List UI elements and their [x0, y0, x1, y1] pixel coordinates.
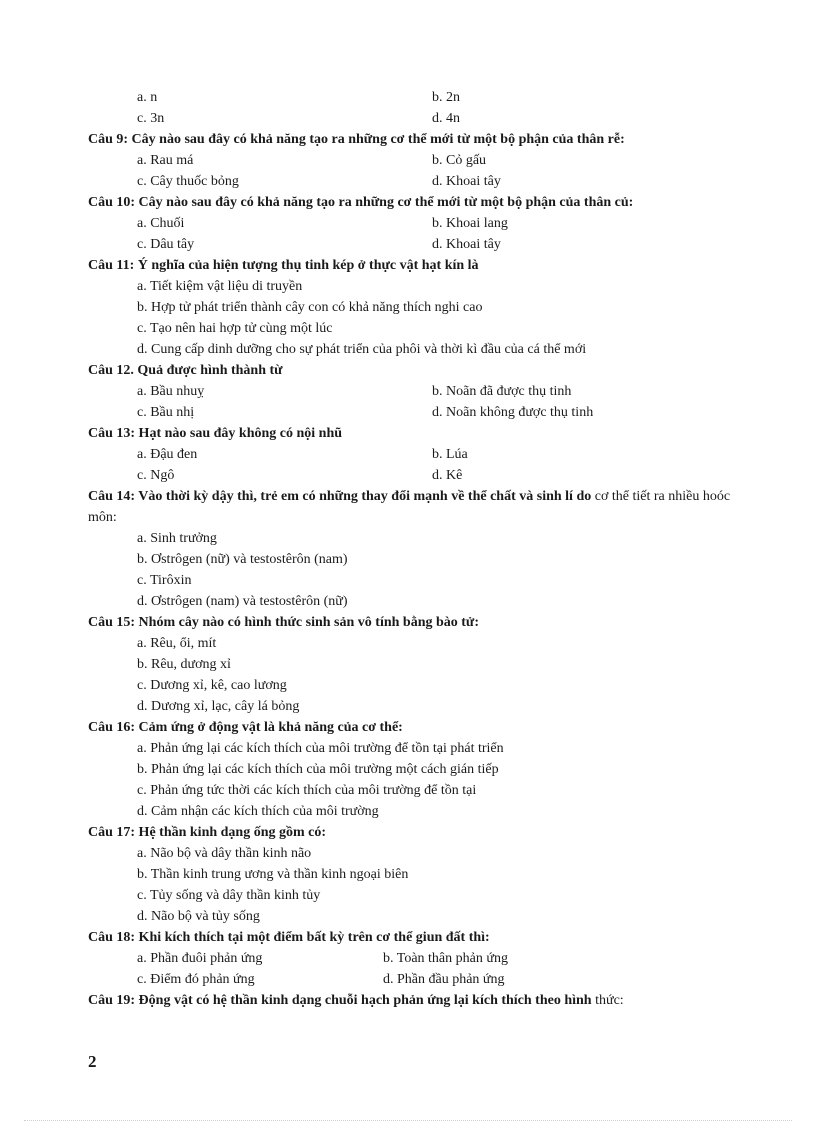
q18-text: Câu 18: Khi kích thích tại một điểm bất kỳ trên cơ thể giun đất thì:: [88, 930, 490, 945]
q19-text: [88, 990, 738, 1011]
q9-text: Câu 9: Cây nào sau đây có khả năng tạo ra những cơ thể mới từ một bộ phận của thân rễ:: [88, 132, 625, 147]
q18-option-d: d. Phần đầu phản ứng: [383, 972, 505, 987]
q16-text: Câu 16: Cảm ứng ở động vật là khả năng của cơ thể:: [88, 720, 403, 735]
question-list: [88, 87, 738, 1011]
q10-option-a: a. Chuối: [137, 216, 185, 231]
q16-option-d: d. Cảm nhận các kích thích của môi trường: [137, 804, 379, 819]
q13-options-row-1: [88, 444, 738, 465]
q17-option-b: b. Thần kinh trung ương và thần kinh ngoại biên: [137, 867, 409, 882]
q19-text-bold: Câu 19: Động vật có hệ thần kinh dạng chuỗi hạch phản ứng lại kích thích theo hình: [88, 993, 592, 1008]
q13-option-b: b. Lúa: [432, 447, 468, 462]
q15-option-c: c. Dương xỉ, kê, cao lương: [137, 678, 287, 693]
q8-options-row-2: [88, 108, 738, 129]
page-bottom-divider: [24, 1120, 792, 1121]
q13-option-d: d. Kê: [432, 468, 463, 483]
q8-options-row-1: [88, 87, 738, 108]
q9-option-b: b. Cỏ gấu: [432, 153, 487, 168]
q11-option-d: d. Cung cấp dinh dưỡng cho sự phát triển của phôi và thời kì đầu của cá thể mới: [137, 342, 587, 357]
q14-option-b: b. Ơstrôgen (nữ) và testostêrôn (nam): [137, 552, 348, 567]
q17-text: Câu 17: Hệ thần kinh dạng ống gồm có:: [88, 825, 327, 840]
q8-option-c: c. 3n: [137, 111, 165, 126]
q15-option-b: b. Rêu, dương xỉ: [137, 657, 231, 672]
q13-options-row-2: [88, 465, 738, 486]
q12-option-d: d. Noãn không được thụ tinh: [432, 405, 594, 420]
q8-option-b: b. 2n: [432, 90, 460, 105]
q12-options-row-2: [88, 402, 738, 423]
q14-option-c: c. Tirôxin: [137, 573, 192, 588]
q15-option-a: a. Rêu, ổi, mít: [137, 636, 217, 651]
q16-option-b: b. Phản ứng lại các kích thích của môi trường một cách gián tiếp: [137, 762, 499, 777]
q11-option-a: a. Tiết kiệm vật liệu di truyền: [137, 279, 303, 294]
q15-text: Câu 15: Nhóm cây nào có hình thức sinh sản vô tính bằng bào tử:: [88, 615, 479, 630]
q12-option-c: c. Bầu nhị: [137, 405, 195, 420]
q13-option-a: a. Đậu đen: [137, 447, 198, 462]
q8-option-d: d. 4n: [432, 111, 460, 126]
q16-option-a: a. Phản ứng lại các kích thích của môi trường để tồn tại phát triển: [137, 741, 504, 756]
q9-options-row-2: [88, 171, 738, 192]
page-number: 2: [88, 1052, 97, 1071]
q14-option-a: a. Sinh trưởng: [137, 531, 217, 546]
q9-option-d: d. Khoai tây: [432, 174, 501, 189]
q10-option-d: d. Khoai tây: [432, 237, 501, 252]
q16-option-c: c. Phản ứng tức thời các kích thích của môi trường để tồn tại: [137, 783, 477, 798]
q17-option-c: c. Tủy sống và dây thần kinh tủy: [137, 888, 321, 903]
q14-text-rest: cơ thể tiết ra nhiều hoóc môn:: [88, 489, 731, 525]
q14-option-d: d. Ơstrôgen (nam) và testostêrôn (nữ): [137, 594, 348, 609]
q9-option-c: c. Cây thuốc bỏng: [137, 174, 239, 189]
q14-text-bold: Câu 14: Vào thời kỳ dậy thì, trẻ em có những thay đổi mạnh về thể chất và sinh lí do: [88, 489, 592, 504]
q9-options-row-1: [88, 150, 738, 171]
q15-option-d: d. Dương xỉ, lạc, cây lá bỏng: [137, 699, 300, 714]
q12-text: Câu 12. Quả được hình thành từ: [88, 363, 283, 378]
q17-option-a: a. Não bộ và dây thần kinh não: [137, 846, 312, 861]
q14-text: [88, 486, 738, 528]
q13-option-c: c. Ngô: [137, 468, 175, 483]
q18-option-a: a. Phần đuôi phản ứng: [137, 951, 263, 966]
q13-text: Câu 13: Hạt nào sau đây không có nội nhũ: [88, 426, 343, 441]
q18-option-b: b. Toàn thân phản ứng: [383, 951, 508, 966]
q11-text: Câu 11: Ý nghĩa của hiện tượng thụ tinh kép ở thực vật hạt kín là: [88, 258, 479, 273]
q17-option-d: d. Não bộ và tủy sống: [137, 909, 260, 924]
q12-option-a: a. Bầu nhuỵ: [137, 384, 205, 399]
q11-option-c: c. Tạo nên hai hợp tử cùng một lúc: [137, 321, 333, 336]
q11-option-b: b. Hợp tử phát triển thành cây con có khả năng thích nghi cao: [137, 300, 483, 315]
q10-option-c: c. Dâu tây: [137, 237, 195, 252]
q9-option-a: a. Rau má: [137, 153, 194, 168]
q18-options-row-2: [88, 969, 738, 990]
q18-options-row-1: [88, 948, 738, 969]
q8-option-a: a. n: [137, 90, 158, 105]
q12-options-row-1: [88, 381, 738, 402]
q12-option-b: b. Noãn đã được thụ tinh: [432, 384, 572, 399]
q10-options-row-1: [88, 213, 738, 234]
q18-option-c: c. Điểm đó phản ứng: [137, 972, 255, 987]
q19-text-rest: thức:: [595, 993, 624, 1008]
q10-text: Câu 10: Cây nào sau đây có khả năng tạo ra những cơ thể mới từ một bộ phận của thân củ:: [88, 195, 634, 210]
q10-options-row-2: [88, 234, 738, 255]
q10-option-b: b. Khoai lang: [432, 216, 508, 231]
